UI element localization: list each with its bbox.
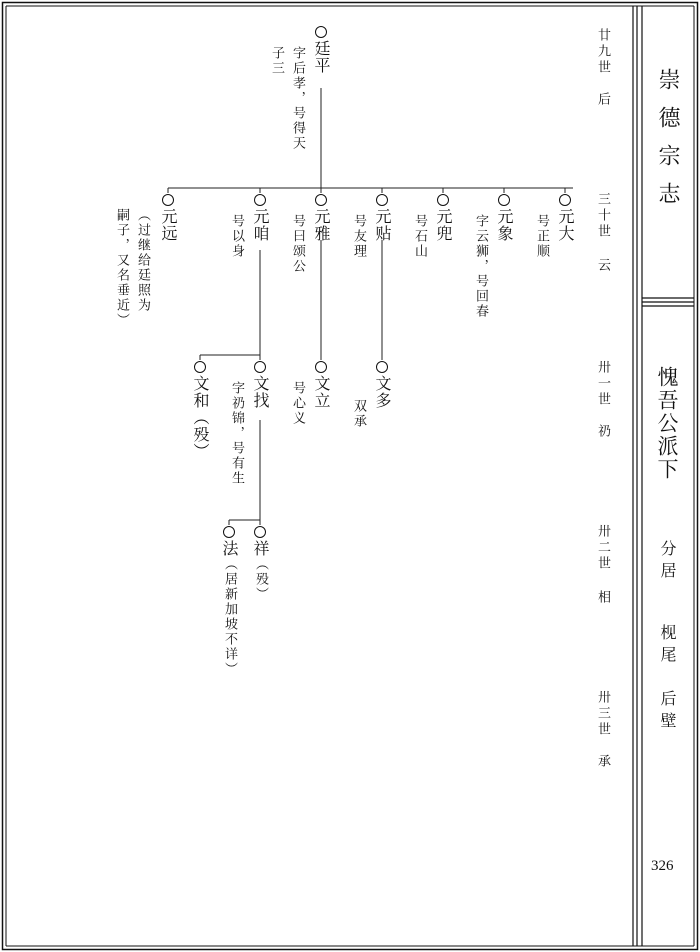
person-wenduo: 文多: [374, 361, 390, 409]
person-yuanda: 元大: [557, 194, 573, 242]
note-wenduo: 双承: [351, 399, 366, 429]
gen-label-29: 廿九世: [595, 28, 610, 76]
note-yuantie: 号友理: [351, 214, 366, 259]
note-wenli: 号心义: [290, 381, 305, 426]
person-marker-icon: [498, 194, 510, 206]
person-marker-icon: [254, 526, 266, 538]
note-yuanyuan-2: 嗣子，又名垂近）: [114, 208, 129, 328]
book-title: 崇德宗志: [655, 68, 680, 220]
person-marker-icon: [194, 361, 206, 373]
note-yuanxiang: 字云狮，号回春: [473, 214, 488, 319]
person-wenhe: 文和（殁）: [192, 361, 208, 460]
person-marker-icon: [162, 194, 174, 206]
note-wenzhao: 字礽锦，号有生: [229, 381, 244, 486]
person-wenzhao: 文找: [252, 361, 268, 409]
sub-label: 分居: [658, 540, 677, 584]
gen-label-32: 卅二世: [595, 524, 610, 572]
section-title: 愧吾公派下: [655, 366, 679, 481]
person-yuanyuan: 元远: [160, 194, 176, 242]
person-marker-icon: [559, 194, 571, 206]
place-2: 后壁: [658, 690, 677, 734]
person-marker-icon: [315, 194, 327, 206]
person-marker-icon: [223, 526, 235, 538]
gen-char-30: 云: [595, 258, 610, 274]
gen-label-31: 卅一世: [595, 360, 610, 408]
gen-char-33: 承: [595, 754, 610, 770]
person-marker-icon: [315, 26, 327, 38]
note-yuanyuan-1: （过继给廷照为: [135, 208, 150, 313]
person-marker-icon: [376, 194, 388, 206]
person-tingping: 廷平: [313, 26, 329, 74]
place-1: 枧尾: [658, 624, 677, 668]
person-yuantie: 元贴: [374, 194, 390, 242]
person-xiang: 祥（殁）: [252, 526, 268, 602]
person-yuandou: 元兜: [435, 194, 451, 242]
note-yuanya: 号曰颂公: [290, 214, 305, 274]
note-yuandou: 号石山: [412, 214, 427, 259]
gen-label-33: 卅三世: [595, 690, 610, 738]
person-marker-icon: [315, 361, 327, 373]
note-tingping-sons: 子三: [269, 46, 284, 76]
note-yuanda: 号正顺: [534, 214, 549, 259]
note-yuanza: 号以身: [229, 214, 244, 259]
gen-char-32: 相: [595, 590, 610, 606]
gen-char-31: 礽: [595, 424, 610, 440]
person-marker-icon: [254, 194, 266, 206]
person-yuanya: 元雅: [313, 194, 329, 242]
page-number: 326: [651, 858, 674, 874]
person-marker-icon: [254, 361, 266, 373]
note-xiang: （殁）: [253, 557, 268, 602]
person-wenli: 文立: [313, 361, 329, 409]
gen-char-29: 后: [595, 92, 610, 108]
gen-label-30: 三十世: [595, 192, 610, 240]
person-marker-icon: [437, 194, 449, 206]
note-tingping: 字后孝，号得天: [290, 46, 305, 151]
person-yuanza: 元咱: [252, 194, 268, 242]
note-fa: （居新加坡不详）: [222, 557, 237, 677]
person-marker-icon: [376, 361, 388, 373]
person-fa: 法（居新加坡不详）: [221, 526, 237, 677]
person-yuanxiang: 元象: [496, 194, 512, 242]
note-wenhe: （殁）: [191, 409, 210, 460]
